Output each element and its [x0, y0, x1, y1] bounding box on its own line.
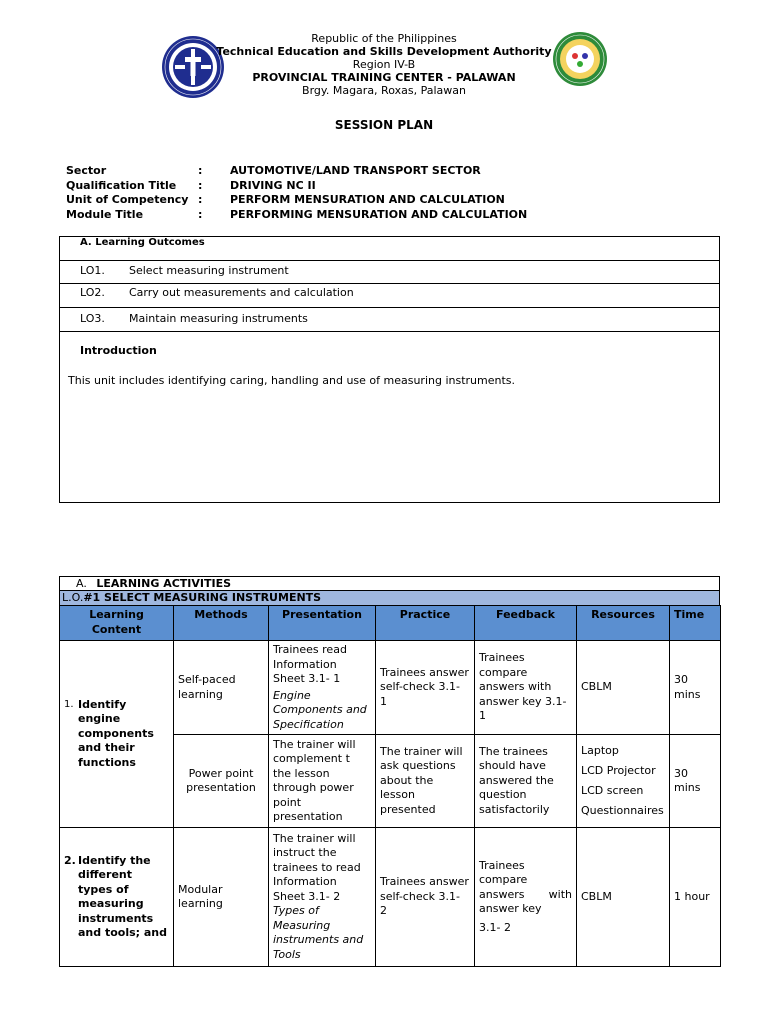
practice-cell: Trainees answer self-check 3.1- 1 — [376, 641, 475, 735]
time-cell: 1 hour — [670, 828, 721, 967]
learning-content-cell — [60, 641, 174, 828]
meta-value: AUTOMOTIVE/LAND TRANSPORT SECTOR — [230, 164, 481, 177]
resource-item: LCD screen — [581, 784, 644, 797]
learning-content-cell — [60, 828, 174, 967]
feedback-extra: 3.1- 2 — [479, 920, 511, 934]
header-agency: Technical Education and Skills Development Authority — [216, 45, 552, 58]
column-header: Feedback — [475, 606, 577, 641]
table-row — [60, 641, 721, 735]
presentation-cell — [269, 641, 376, 735]
outcome-code: LO1. — [80, 264, 105, 277]
learning-activities-title: LEARNING ACTIVITIES — [96, 577, 232, 590]
learning-activities-prefix: A. — [76, 577, 87, 590]
meta-sep: : — [198, 178, 203, 192]
column-header: Methods — [174, 606, 269, 641]
practice-cell: Trainees answer self-check 3.1- 2 — [376, 828, 475, 967]
introduction-heading: Introduction — [80, 344, 157, 357]
meta-key: Unit of Competency — [66, 193, 189, 206]
header-country: Republic of the Philippines — [311, 32, 457, 45]
meta-value: PERFORMING MENSURATION AND CALCULATION — [230, 207, 528, 221]
activities-table — [59, 605, 721, 967]
column-header: Time — [670, 606, 721, 641]
outcome-code: LO3. — [80, 312, 105, 325]
presentation-cell: The trainer will complement t the lesson through power point presentation — [269, 735, 376, 828]
resource-item: Laptop — [581, 744, 619, 757]
learning-outcomes-heading-row — [60, 237, 719, 261]
method-cell: Self-paced learning — [174, 641, 269, 735]
meta-row-module — [66, 208, 527, 223]
meta-key: Qualification Title — [66, 178, 177, 192]
presentation-italic: Types of Measuring instruments and Tools — [273, 904, 364, 961]
introduction-text: This unit includes identifying caring, handling and use of measuring instruments. — [68, 374, 516, 387]
feedback-cell — [475, 828, 577, 967]
resources-cell — [577, 735, 670, 828]
learning-activities-heading — [59, 576, 720, 590]
presentation-italic: Engine Components and Specification — [273, 688, 367, 731]
meta-key: Module Title — [66, 207, 144, 221]
header-center: PROVINCIAL TRAINING CENTER - PALAWAN — [252, 71, 516, 84]
meta-row-unit — [66, 193, 527, 208]
outcome-text: Select measuring instrument — [129, 264, 289, 277]
outcome-text: Carry out measurements and calculation — [129, 286, 354, 299]
meta-sep: : — [198, 164, 203, 177]
presentation-text: The trainer will instruct the trainees to read Information Sheet 3.1- 2 — [273, 831, 361, 903]
resources-cell: CBLM — [577, 828, 670, 967]
outcome-row — [60, 261, 719, 284]
column-header: Practice — [376, 606, 475, 641]
meta-row-sector — [66, 164, 527, 179]
resource-item: Questionnaires — [581, 804, 664, 817]
learning-outcomes-heading: A. Learning Outcomes — [80, 237, 205, 248]
lo-prefix: L.O. — [62, 591, 84, 604]
time-cell: 30 mins — [670, 735, 721, 828]
outcome-row — [60, 284, 719, 308]
feedback-text: Trainees compare answers with answer key — [479, 858, 572, 916]
meta-sep: : — [198, 193, 203, 206]
practice-cell: The trainer will ask questions about the lesson presented — [376, 735, 475, 828]
method-cell: Modular learning — [174, 828, 269, 967]
page-title: SESSION PLAN — [334, 118, 434, 132]
presentation-text: Trainees read Information Sheet 3.1- 1 — [273, 643, 347, 685]
learning-outcomes-box — [59, 236, 720, 503]
lo-section-bar — [59, 590, 720, 605]
header-address: Brgy. Magara, Roxas, Palawan — [302, 84, 466, 97]
meta-value: DRIVING NC II — [230, 178, 316, 192]
method-cell: Power point presentation — [174, 735, 269, 828]
column-header: Resources — [577, 606, 670, 641]
feedback-cell: Trainees compare answers with answer key 3.1- 1 — [475, 641, 577, 735]
presentation-cell — [269, 828, 376, 967]
column-header: Presentation — [269, 606, 376, 641]
header-region: Region IV-B — [352, 58, 416, 71]
lo-label: #1 SELECT MEASURING INSTRUMENTS — [83, 591, 322, 604]
meta-sep: : — [198, 207, 203, 221]
feedback-cell: The trainees should have answered the question satisfactorily — [475, 735, 577, 828]
content-text: Identify the different types of measuring instruments and tools; and — [78, 853, 168, 939]
time-cell: 30 mins — [670, 641, 721, 735]
outcome-row — [60, 308, 719, 332]
outcome-text: Maintain measuring instruments — [129, 312, 308, 325]
column-header: Learning Content — [60, 606, 174, 641]
resources-cell: CBLM — [577, 641, 670, 735]
content-text: Identify engine components and their functions — [78, 697, 154, 769]
outcome-code: LO2. — [80, 286, 105, 299]
meta-key: Sector — [66, 164, 107, 177]
table-row — [60, 828, 721, 967]
meta-value: PERFORM MENSURATION AND CALCULATION — [230, 193, 505, 206]
meta-row-qualification — [66, 179, 527, 194]
content-number: 2. — [64, 853, 76, 867]
session-meta — [66, 164, 527, 222]
content-number: 1. — [64, 698, 74, 710]
resource-item: LCD Projector — [581, 764, 656, 777]
learning-activities — [59, 576, 720, 967]
table-header-row — [60, 606, 721, 641]
